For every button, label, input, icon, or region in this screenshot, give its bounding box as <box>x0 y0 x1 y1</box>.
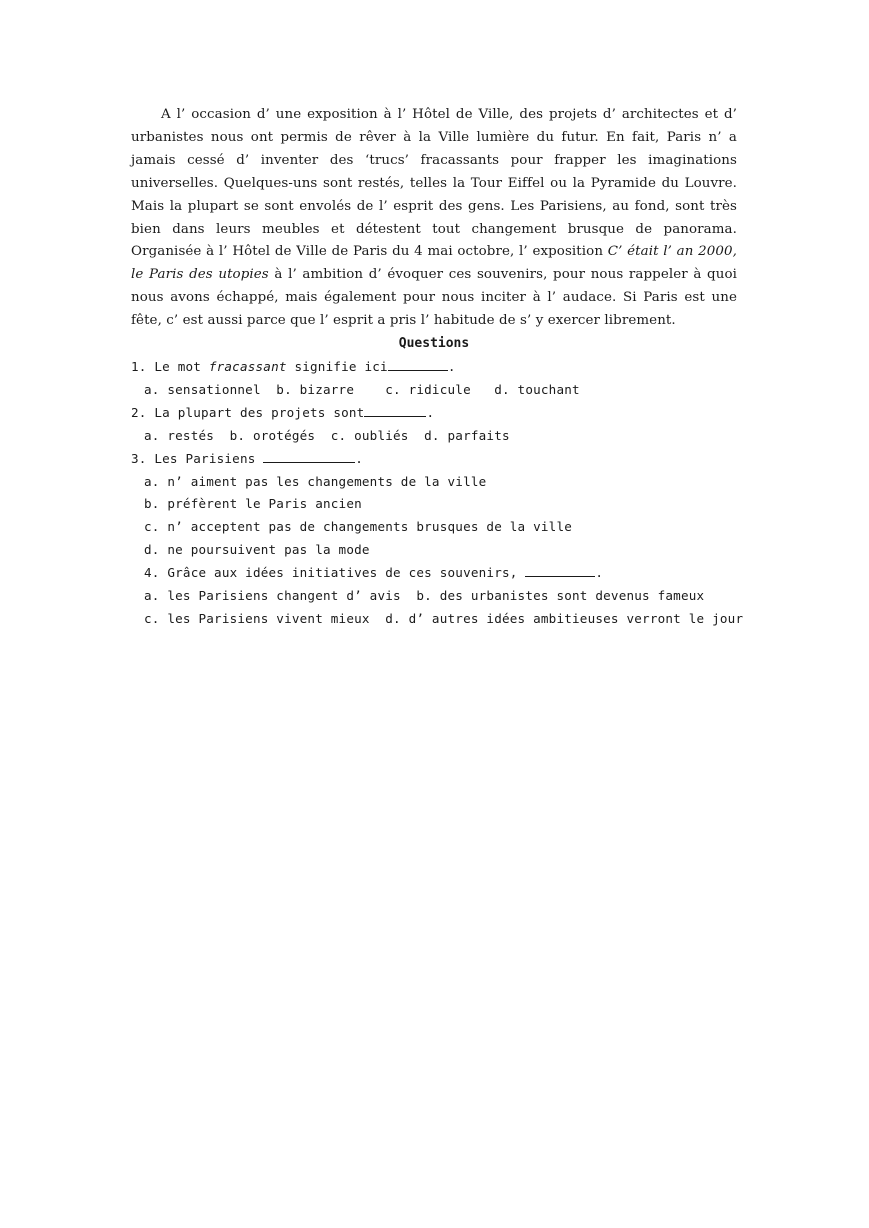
question-1-end: . <box>447 358 456 374</box>
question-3-option-c: c. n’ acceptent pas de changements brusques de la ville <box>144 519 573 535</box>
reading-passage <box>131 104 737 333</box>
question-2-options: a. restés b. orotégés c. oubliés d. parfaits <box>144 427 510 443</box>
question-2-end: . <box>426 404 435 420</box>
answer-blank-4 <box>525 562 595 577</box>
question-1-options: a. sensationnel b. bizarre c. ridicule d. touchant <box>144 381 580 397</box>
passage-text-part2: à l’ ambition d’ évoquer ces souvenirs, pour nous rappeler à quoi nous avons échappé, mais également pour nous inciter à l’ audace. Si Paris est une fête, c’ est aussi parce que l’ esprit a pris l’ habitude de s’ y exercer librement. <box>131 267 737 329</box>
passage-text-part1: A l’ occasion d’ une exposition à l’ Hôtel de Ville, des projets d’ architectes et d’ urbanistes nous ont permis de rêver à la Ville lumière du futur. En fait, Paris n’ a jamais cessé d’ inventer des ‘trucs’ fracassants pour frapper les imaginations universelles. Quelques-uns sont restés, telles la Tour Eiffel ou la Pyramide du Louvre. Mais la plupart se sont envolés de l’ esprit des gens. Les Parisiens, au fond, sont très bien dans leurs meubles et détestent tout changement brusque de panorama. Organisée à l’ Hôtel de Ville de Paris du 4 mai octobre, l’ exposition <box>131 107 737 260</box>
question-3-prefix: 3. Les Parisiens <box>131 450 264 466</box>
question-2 <box>131 402 737 425</box>
question-3-option-d: d. ne poursuivent pas la mode <box>144 542 370 558</box>
question-3-option-b: b. préfèrent le Paris ancien <box>144 496 362 512</box>
question-1-suffix: signifie ici <box>286 358 388 374</box>
question-1 <box>131 356 737 379</box>
question-2-prefix: 2. La plupart des projets sont <box>131 404 365 420</box>
question-3-end: . <box>355 450 364 466</box>
document-page <box>131 104 744 631</box>
question-3 <box>131 448 737 471</box>
question-3-option-a: a. n’ aiment pas les changements de la ville <box>144 473 487 489</box>
question-1-prefix: 1. Le mot <box>131 358 209 374</box>
exhibition-title: C’ était l’ an 2000, le Paris des utopies <box>131 244 737 283</box>
questions-heading: Questions <box>398 336 470 352</box>
question-4-options-cd: c. les Parisiens vivent mieux d. d’ autres idées ambitieuses verront le jour <box>144 610 744 626</box>
answer-blank-3 <box>263 448 355 463</box>
question-4 <box>131 562 737 585</box>
answer-blank-1 <box>388 356 448 371</box>
question-4-end: . <box>595 565 604 581</box>
question-4-prefix: 4. Grâce aux idées initiatives de ces souvenirs, <box>144 565 526 581</box>
question-4-options-ab: a. les Parisiens changent d’ avis b. des urbanistes sont devenus fameux <box>144 588 705 604</box>
answer-blank-2 <box>364 402 426 417</box>
question-1-keyword: fracassant <box>208 358 287 374</box>
